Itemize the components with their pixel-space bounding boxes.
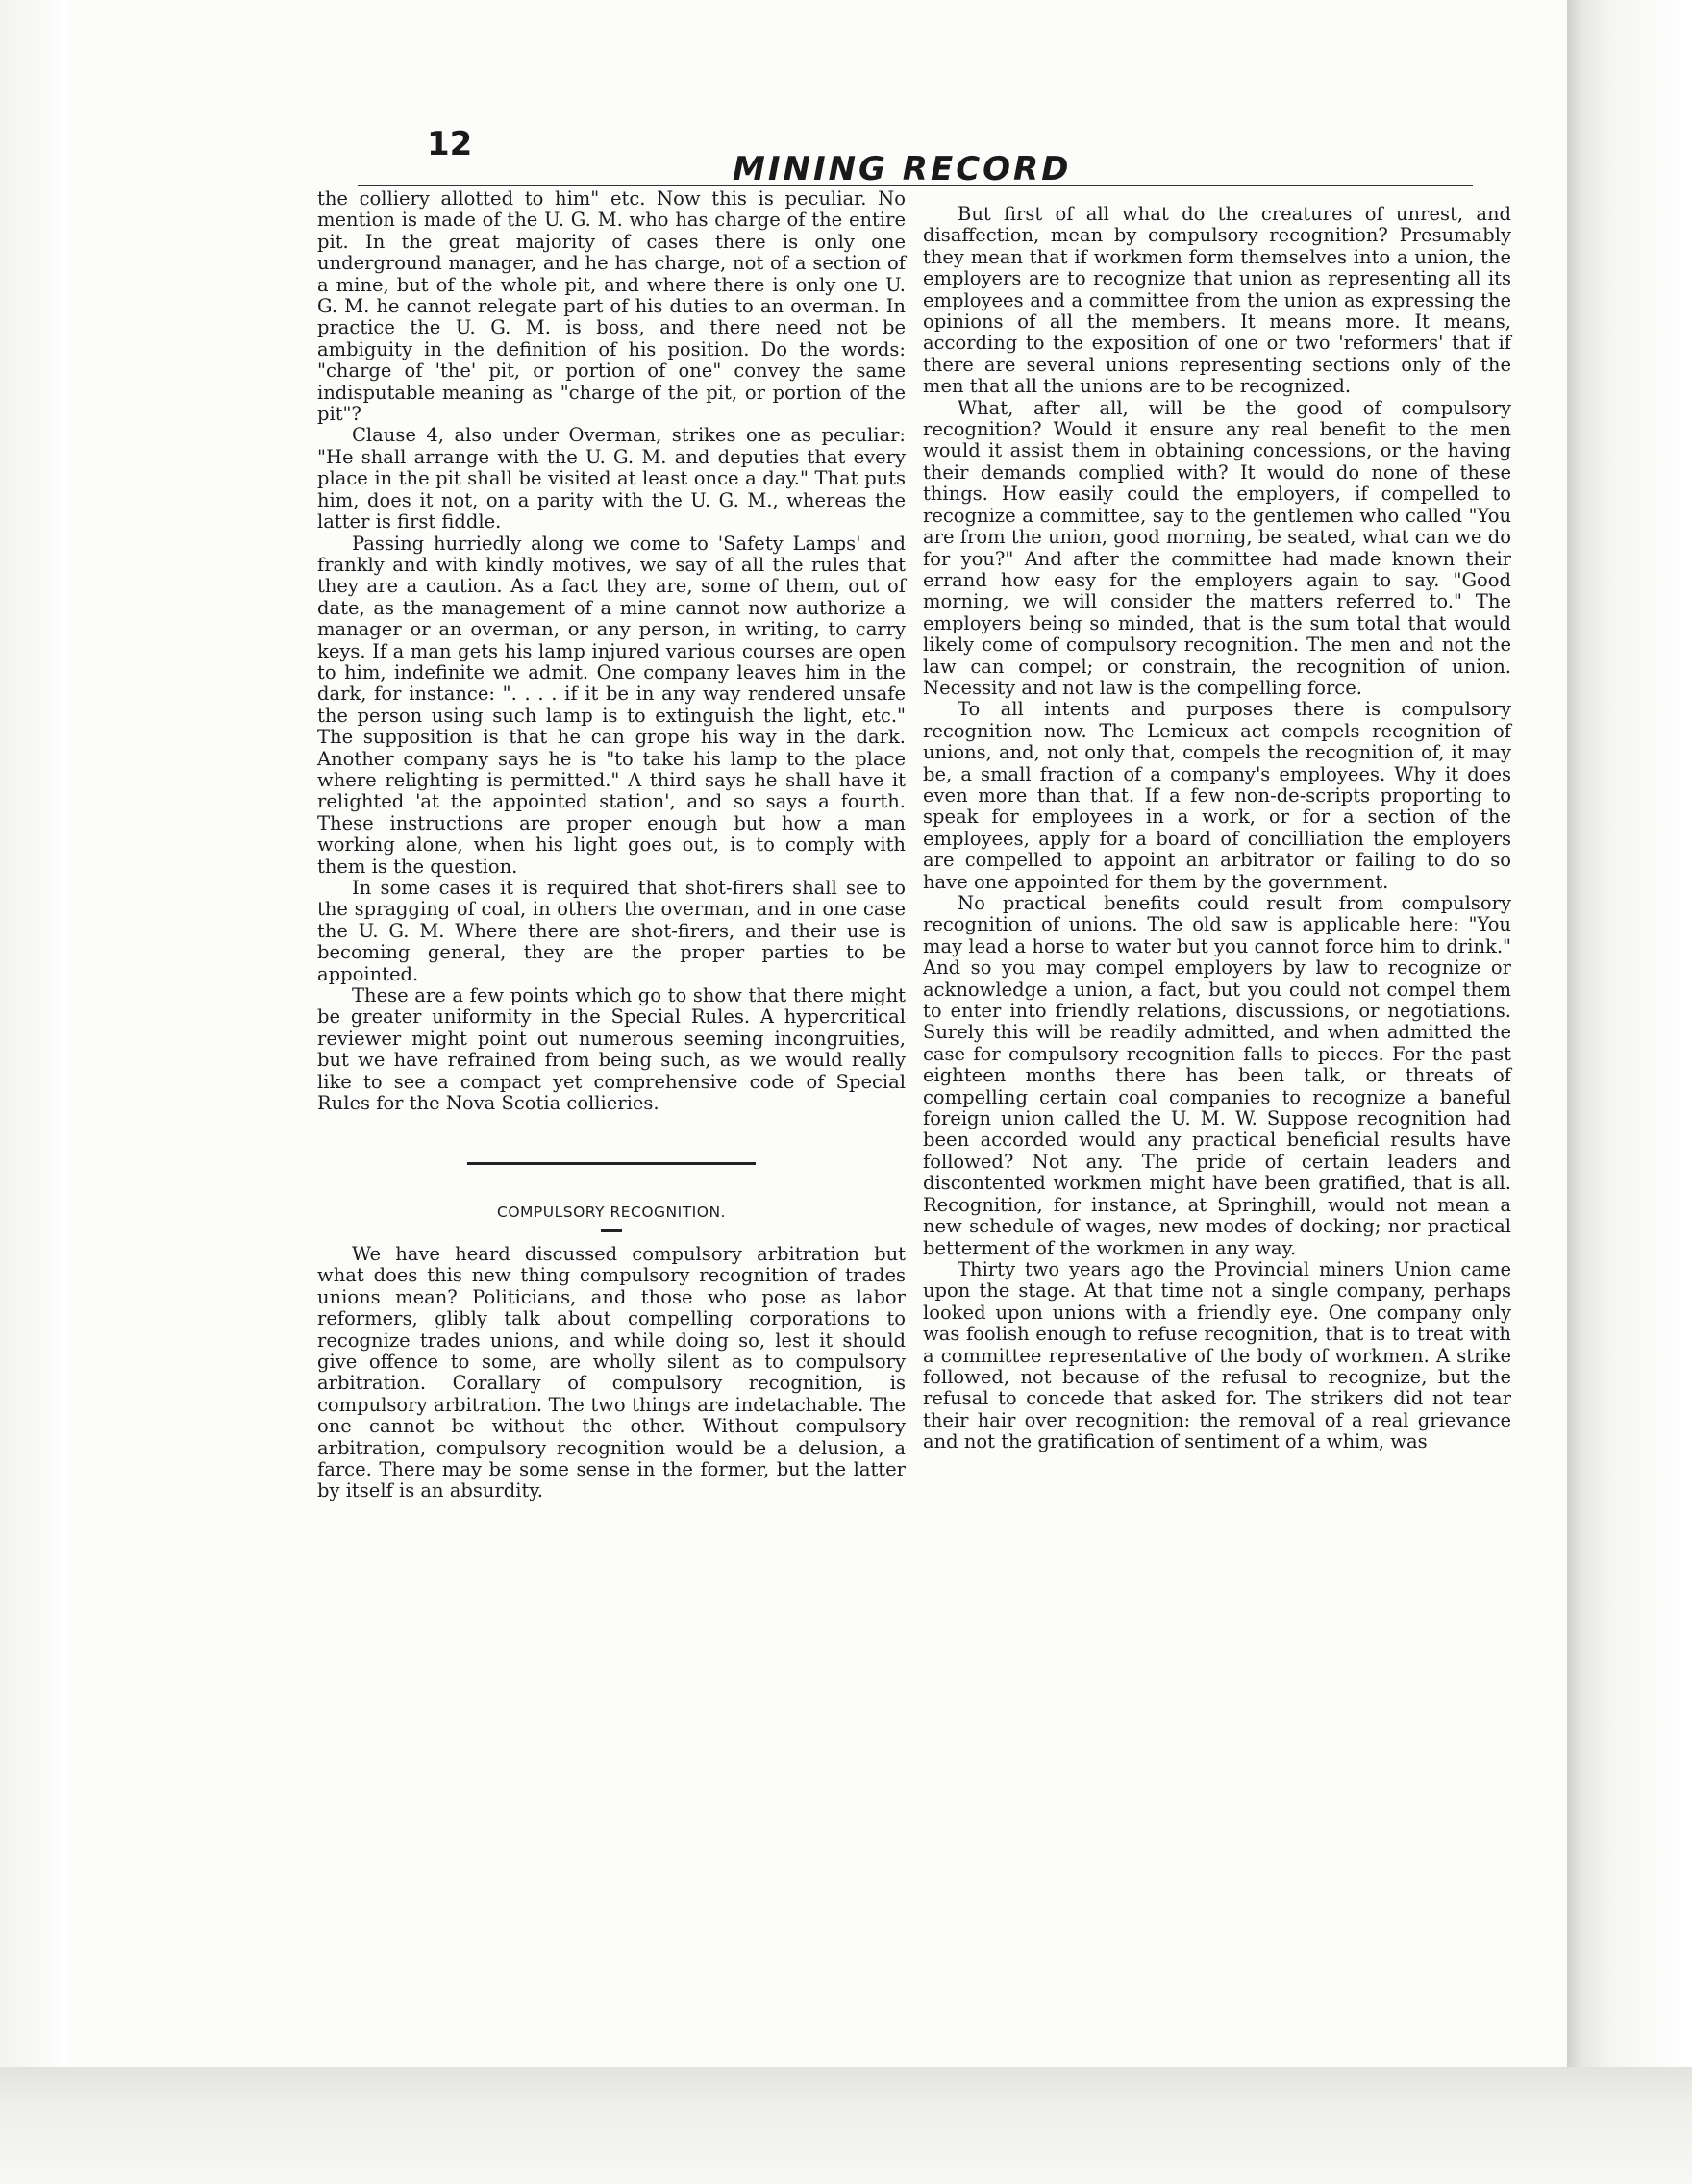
paragraph: the colliery allotted to him" etc. Now this is peculiar. No mention is made of the U. G. M. who has charge of the entire pit. In the great majority of cases there is only one underground manager, and he has charge, not of a section of a mine, but of the whole pit, and where there is only one U. G. M. he cannot relegate part of his duties to an overman. In practice the U. G. M. is boss, and there need not be ambiguity in the definition of his position. Do the words: "charge of 'the' pit, or portion of one" convey the same indisputable meaning as "charge of the pit, or portion of the pit"? [317, 187, 906, 426]
paragraph: Clause 4, also under Overman, strikes one as peculiar: "He shall arrange with the U. G. M. and deputies that every place in the pit shall be visited at least once a day." That puts him, does it not, on a parity with the U. G. M., whereas the latter is first fiddle. [317, 424, 906, 534]
paragraph: These are a few points which go to show that there might be greater uniformity in the Special Rules. A hypercritical reviewer might point out numerous seeming incongruities, but we have refrained from being such, as we would really like to see a compact yet comprehensive code of Special Rules for the Nova Scotia collieries. [317, 984, 906, 1115]
paragraph: No practical benefits could result from compulsory recognition of unions. The old saw is applicable here: "You may lead a horse to water but you cannot force him to drink." And so you may compel employers by law to recognize or acknowledge a union, a fact, but you could not compel them to enter into friendly relations, discussions, or negotiations. Surely this will be readily admitted, and when admitted the case for compulsory recognition falls to pieces. For the past eighteen months there has been talk, or threats of compelling certain coal companies to recognize a baneful foreign union called the U. M. W. Suppose recognition had been accorded would any practical beneficial results have followed? Not any. The pride of certain leaders and discontented workmen might have been gratified, that is all. Recognition, for instance, at Springhill, would not mean a new schedule of wages, new modes of docking; nor practical betterment of the workmen in any way. [923, 892, 1511, 1259]
paragraph: Passing hurriedly along we come to 'Safety Lamps' and frankly and with kindly motives, we say of all the rules that they are a caution. As a fact they are, some of them, out of date, as the management of a mine cannot now authorize a manager or an overman, or any person, in writing, to carry keys. If a man gets his lamp injured various courses are open to him, indefinite we admit. One company leaves him in the dark, for instance: ". . . . if it be in any way rendered unsafe the person using such lamp is to extinguish the light, etc." The supposition is that he can grope his way in the dark. Another company says he is "to take his lamp to the place where relighting is permitted." A third says he shall have it relighted 'at the appointed station', and so says a fourth. These instructions are proper enough but how a man working alone, when his light goes out, is to comply with them is the question. [317, 532, 906, 878]
left-column [317, 188, 906, 1502]
paragraph: Thirty two years ago the Provincial miners Union came upon the stage. At that time not a single company, perhaps looked upon unions with a friendly eye. One company only was foolish enough to refuse recognition, that is to treat with a committee representative of the body of workmen. A strike followed, not because of the refusal to recognize, but the refusal to concede that asked for. The strikers did not tear their hair over recognition: the removal of a real grievance and not the gratification of sentiment of a whim, was [923, 1257, 1511, 1453]
page-number: 12 [427, 125, 473, 163]
page-edge-shadow-right [1567, 0, 1692, 2184]
left-margin-shading [0, 0, 67, 2184]
running-title: MINING RECORD [733, 150, 1072, 188]
section-heading: COMPULSORY RECOGNITION. [497, 1204, 726, 1222]
right-column [923, 204, 1511, 1453]
page-edge-shadow-bottom [0, 2067, 1692, 2184]
paragraph: What, after all, will be the good of compulsory recognition? Would it ensure any real benefit to the men would it assist them in obtaining concessions, or the having their demands complied with? It would do none of these things. How easily could the employers, if compelled to recognize a committee, say to the gentlemen who called "You are from the union, good morning, be seated, what can we do for you?" And after the committee had made known their errand how easy for the employers again to say. "Good morning, we will consider the matters referred to." The employers being so minded, that is the sum total that would likely come of compulsory recognition. The men and not the law can compel; or constrain, the recognition of union. Necessity and not law is the compelling force. [923, 396, 1511, 699]
header-rule [358, 185, 1473, 186]
section-separator-rule [467, 1162, 756, 1165]
paragraph: To all intents and purposes there is compulsory recognition now. The Lemieux act compels recognition of unions, and, not only that, compels the recognition of, it may be, a small fraction of a company's employees. Why it does even more than that. If a few non-de-scripts proporting to speak for employees in a work, or for a section of the employees, apply for a board of concilliation the employers are compelled to appoint an arbitrator or failing to do so have one appointed for them by the government. [923, 698, 1511, 893]
paragraph: We have heard discussed compulsory arbitration but what does this new thing compulsory recognition of trades unions mean? Politicians, and those who pose as labor reformers, glibly talk about compelling corporations to recognize trades unions, and while doing so, lest it should give offence to some, are wholly silent as to compulsory arbitration. Corallary of compulsory recognition, is compulsory arbitration. The two things are indetachable. The one cannot be without the other. Without compulsory arbitration, compulsory recognition would be a delusion, a farce. There may be some sense in the former, but the latter by itself is an absurdity. [317, 1242, 906, 1502]
paragraph: But first of all what do the creatures of unrest, and disaffection, mean by compulsory recognition? Presumably they mean that if workmen form themselves into a union, the employers are to recognize that union as representing all its employees and a committee from the union as expressing the opinions of all the members. It means more. It means, according to the exposition of one or two 'reformers' that if there are several unions representing sections only of the men that all the unions are to be recognized. [923, 203, 1511, 398]
page-header [358, 125, 1502, 192]
paragraph: In some cases it is required that shot-firers shall see to the spragging of coal, in others the overman, and in one case the U. G. M. Where there are shot-firers, and their use is becoming general, they are the proper parties to be appointed. [317, 877, 906, 985]
heading-dash [601, 1229, 622, 1232]
